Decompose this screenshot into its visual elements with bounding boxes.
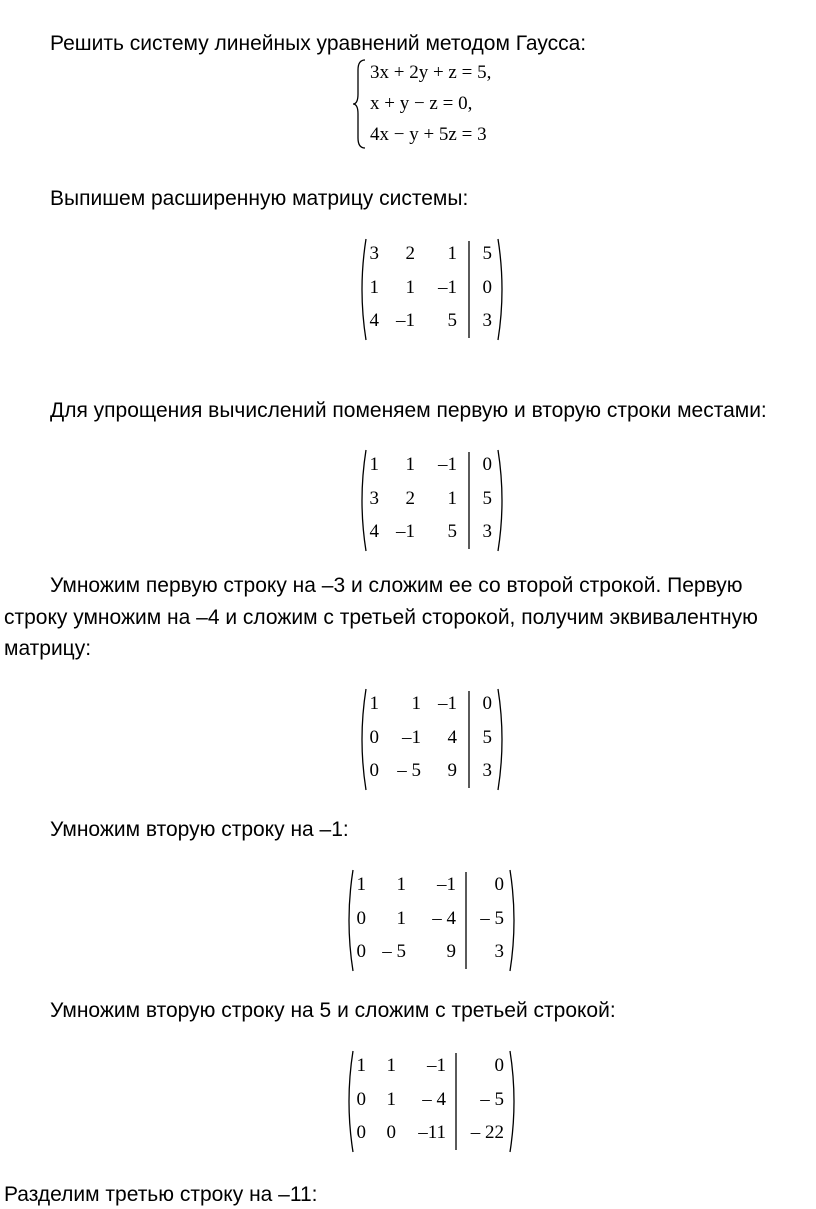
matrix-cell: 0 xyxy=(369,727,379,748)
right-parenthesis xyxy=(498,239,502,340)
matrix-cell: 4 xyxy=(369,310,379,331)
step3-line-2: строку умножим на –4 и сложим с третьей сторокой, получим эквивалентную xyxy=(4,606,758,629)
right-parenthesis xyxy=(510,1051,514,1152)
matrix-cell: 9 xyxy=(447,760,457,781)
equation-1 xyxy=(370,62,491,84)
matrix-cell: 1 xyxy=(356,1055,366,1076)
matrix-cell: 0 xyxy=(386,1122,396,1143)
step6-text: Разделим третью строку на –11: xyxy=(4,1183,318,1206)
left-parenthesis xyxy=(362,689,366,790)
equation-3-rhs: = 3 xyxy=(461,124,487,145)
matrix-cell: 0 xyxy=(369,760,379,781)
matrix-cell: 2 xyxy=(405,488,415,509)
matrix-cell: 0 xyxy=(494,1055,504,1076)
matrix-cell: 1 xyxy=(447,488,457,509)
augmented-matrix-3 xyxy=(357,687,507,792)
matrix-cell: –1 xyxy=(402,727,421,748)
augmented-matrix-4 xyxy=(344,868,519,973)
matrix-cell: –1 xyxy=(396,521,415,542)
right-parenthesis xyxy=(498,450,502,551)
matrix-cell: 5 xyxy=(447,310,457,331)
matrix-cell: 5 xyxy=(482,243,492,264)
matrix-cell: 1 xyxy=(411,693,421,714)
matrix-cell: 0 xyxy=(356,908,366,929)
left-parenthesis xyxy=(349,1051,353,1152)
matrix-cell: 3 xyxy=(369,243,379,264)
equation-1-lhs: 3x + 2y + z xyxy=(370,62,457,83)
matrix-cell: 1 xyxy=(396,908,406,929)
matrix-cell: – 5 xyxy=(397,760,421,781)
augmented-matrix-1 xyxy=(357,237,507,342)
equation-2-rhs: = 0, xyxy=(442,93,473,114)
matrix-cell: – 5 xyxy=(382,941,406,962)
matrix-cell: 1 xyxy=(369,693,379,714)
matrix-cell: 1 xyxy=(356,874,366,895)
matrix-cell: 3 xyxy=(369,488,379,509)
matrix-cell: 3 xyxy=(494,941,504,962)
matrix-cell: 1 xyxy=(386,1089,396,1110)
matrix-cell: 5 xyxy=(447,521,457,542)
intro-text: Решить систему линейных уравнений методом Гаусса: xyxy=(50,32,587,55)
matrix-cell: 4 xyxy=(369,521,379,542)
equation-1-rhs: = 5, xyxy=(461,62,492,83)
matrix-cell: 0 xyxy=(356,1089,366,1110)
step3-line-3: матрицу: xyxy=(4,637,92,660)
matrix-cell: – 4 xyxy=(422,1089,446,1110)
matrix-cell: –1 xyxy=(427,1055,446,1076)
matrix-cell: 0 xyxy=(482,454,492,475)
matrix-cell: 3 xyxy=(482,521,492,542)
matrix-cell: 0 xyxy=(356,941,366,962)
matrix-cell: –1 xyxy=(438,693,457,714)
step3-line-1: Умножим первую строку на –3 и сложим ее со второй строкой. Первую xyxy=(50,574,743,597)
matrix-cell: 5 xyxy=(482,727,492,748)
matrix-cell: – 5 xyxy=(480,1089,504,1110)
matrix-cell: 3 xyxy=(482,310,492,331)
equation-2-lhs: x + y − z xyxy=(370,93,438,114)
matrix-cell: 0 xyxy=(482,693,492,714)
equation-2 xyxy=(370,93,472,115)
matrix-cell: 9 xyxy=(446,941,456,962)
matrix-cell: – 5 xyxy=(480,908,504,929)
matrix-cell: 0 xyxy=(494,874,504,895)
step2-text: Для упрощения вычислений поменяем первую и вторую строки местами: xyxy=(50,399,767,422)
matrix-cell: –11 xyxy=(418,1122,446,1143)
matrix-cell: –1 xyxy=(437,874,456,895)
system-brace xyxy=(352,58,368,150)
step4-text: Умножим вторую строку на –1: xyxy=(50,818,349,841)
left-parenthesis xyxy=(362,239,366,340)
equation-3 xyxy=(370,124,487,146)
matrix-cell: 1 xyxy=(405,277,415,298)
matrix-cell: 3 xyxy=(482,760,492,781)
equation-3-lhs: 4x − y + 5z xyxy=(370,124,457,145)
matrix-cell: –1 xyxy=(396,310,415,331)
matrix-cell: 1 xyxy=(396,874,406,895)
matrix-cell: –1 xyxy=(438,454,457,475)
left-parenthesis xyxy=(362,450,366,551)
matrix-cell: 2 xyxy=(405,243,415,264)
left-parenthesis xyxy=(349,870,353,971)
matrix-cell: 0 xyxy=(482,277,492,298)
augmented-matrix-5 xyxy=(344,1049,519,1154)
matrix-cell: 4 xyxy=(447,727,457,748)
matrix-cell: 0 xyxy=(356,1122,366,1143)
matrix-cell: 5 xyxy=(482,488,492,509)
matrix-cell: –1 xyxy=(438,277,457,298)
matrix-cell: – 4 xyxy=(432,908,456,929)
augmented-matrix-2 xyxy=(357,448,507,553)
step5-text: Умножим вторую строку на 5 и сложим с третьей строкой: xyxy=(50,999,616,1022)
right-parenthesis xyxy=(498,689,502,790)
step1-text: Выпишем расширенную матрицу системы: xyxy=(50,187,469,210)
matrix-cell: 1 xyxy=(369,277,379,298)
matrix-cell: – 22 xyxy=(470,1122,504,1143)
matrix-cell: 1 xyxy=(405,454,415,475)
right-parenthesis xyxy=(510,870,514,971)
matrix-cell: 1 xyxy=(386,1055,396,1076)
matrix-cell: 1 xyxy=(447,243,457,264)
matrix-cell: 1 xyxy=(369,454,379,475)
